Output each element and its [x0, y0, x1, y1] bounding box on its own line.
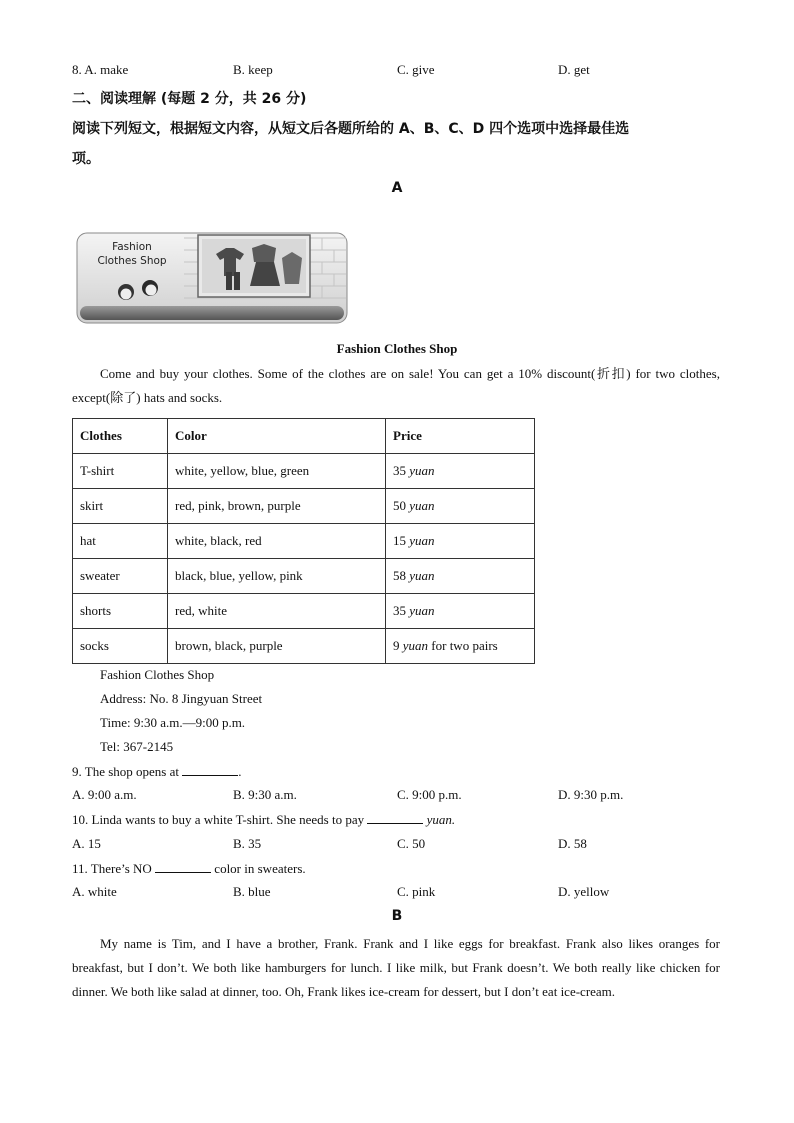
table-row [73, 454, 535, 489]
price-unit: yuan [409, 498, 435, 513]
cell-color: white, black, red [168, 524, 386, 559]
cell-price [386, 454, 535, 489]
cell-item: socks [73, 629, 168, 664]
q9-stem-end: . [238, 764, 242, 779]
q8-option-d: D. get [558, 62, 590, 77]
cell-color: white, yellow, blue, green [168, 454, 386, 489]
cell-item: skirt [73, 489, 168, 524]
price-extra: for two pairs [428, 638, 498, 653]
price-number: 9 [393, 638, 400, 653]
table-row [73, 629, 535, 664]
shop-time: Time: 9:30 a.m.—9:00 p.m. [100, 715, 246, 730]
section-title: 二、阅读理解 (每题 2 分，共 26 分) [72, 91, 307, 107]
section-instruction-line1: 阅读下列短文，根据短文内容，从短文后各题所给的 A、B、C、D 四个选项中选择最佳选 [72, 121, 630, 137]
q9-stem [72, 763, 242, 780]
section-instruction-line2: 项。 [72, 151, 100, 167]
q9-option-c: C. 9:00 p.m. [397, 787, 462, 802]
q8-option-a: 8. A. make [72, 62, 129, 77]
shop-address: Address: No. 8 Jingyuan Street [100, 691, 263, 706]
q10-answer-blank[interactable] [367, 811, 423, 824]
q9-option-d: D. 9:30 p.m. [558, 787, 624, 802]
cell-price [386, 489, 535, 524]
table-row [73, 524, 535, 559]
price-unit: yuan [409, 533, 435, 548]
cell-color: black, blue, yellow, pink [168, 559, 386, 594]
shop-illustration [76, 232, 348, 324]
cell-price [386, 594, 535, 629]
q9-option-b: B. 9:30 a.m. [233, 787, 297, 802]
cell-item: hat [73, 524, 168, 559]
table-row [73, 489, 535, 524]
header-clothes: Clothes [73, 419, 168, 454]
cell-item: sweater [73, 559, 168, 594]
cell-item: T-shirt [73, 454, 168, 489]
q11-answer-blank[interactable] [155, 860, 211, 873]
banner-sign-line2: Clothes Shop [97, 255, 167, 267]
cell-price [386, 524, 535, 559]
cell-item: shorts [73, 594, 168, 629]
q10-option-a: A. 15 [72, 836, 101, 851]
q11-option-d: D. yellow [558, 884, 610, 899]
cell-color: red, white [168, 594, 386, 629]
banner-sign-line1: Fashion [112, 241, 152, 253]
table-row [73, 559, 535, 594]
price-number: 50 [393, 498, 406, 513]
passage-a-label: A [391, 180, 403, 196]
cell-price [386, 629, 535, 664]
q8-option-b: B. keep [233, 62, 273, 77]
price-unit: yuan [409, 463, 435, 478]
header-color: Color [168, 419, 386, 454]
price-unit: yuan [409, 568, 435, 583]
passage-b-text: My name is Tim, and I have a brother, Frank. Frank and I like eggs for breakfast. Frank also likes oranges for breakfast, but I don’t. We both like hamburgers for lunch. I like milk, but Frank doesn’t. We both really like chicken for dinner. We both like salad at dinner, too. Oh, Frank likes ice-cream for dessert, but I don’t eat ice-cream. [72, 936, 720, 999]
cell-color: brown, black, purple [168, 629, 386, 664]
q10-stem-end: yuan. [426, 812, 456, 827]
passage-a-intro: Come and buy your clothes. Some of the clothes are on sale! You can get a 10% discount(折扣) for two clothes, except(除了) hats and socks. [72, 366, 720, 405]
cell-price [386, 559, 535, 594]
q11-option-c: C. pink [397, 884, 436, 899]
passage-a-title: Fashion Clothes Shop [336, 341, 458, 356]
q11-option-b: B. blue [233, 884, 271, 899]
header-price: Price [386, 419, 535, 454]
q11-stem-end: color in sweaters. [214, 861, 306, 876]
table-header-row [73, 419, 535, 454]
q9-option-a: A. 9:00 a.m. [72, 787, 137, 802]
price-number: 35 [393, 603, 406, 618]
q11-stem [72, 860, 306, 877]
shop-name: Fashion Clothes Shop [100, 667, 215, 682]
passage-b-label: B [391, 908, 403, 924]
q10-option-c: C. 50 [397, 836, 426, 851]
price-number: 15 [393, 533, 406, 548]
price-number: 35 [393, 463, 406, 478]
q10-stem-text: 10. Linda wants to buy a white T-shirt. She needs to pay [72, 812, 365, 827]
q11-option-a: A. white [72, 884, 117, 899]
price-unit: yuan [409, 603, 435, 618]
q10-option-d: D. 58 [558, 836, 587, 851]
q9-answer-blank[interactable] [182, 763, 238, 776]
clothes-table [72, 418, 535, 664]
q10-option-b: B. 35 [233, 836, 262, 851]
table-row [73, 594, 535, 629]
shop-tel: Tel: 367-2145 [100, 739, 174, 754]
q10-stem [72, 811, 455, 828]
cell-color: red, pink, brown, purple [168, 489, 386, 524]
shop-banner-image [76, 232, 348, 324]
q11-stem-text: 11. There’s NO [72, 861, 152, 876]
q9-stem-text: 9. The shop opens at [72, 764, 179, 779]
price-unit: yuan [402, 638, 429, 653]
price-number: 58 [393, 568, 406, 583]
q8-option-c: C. give [397, 62, 435, 77]
